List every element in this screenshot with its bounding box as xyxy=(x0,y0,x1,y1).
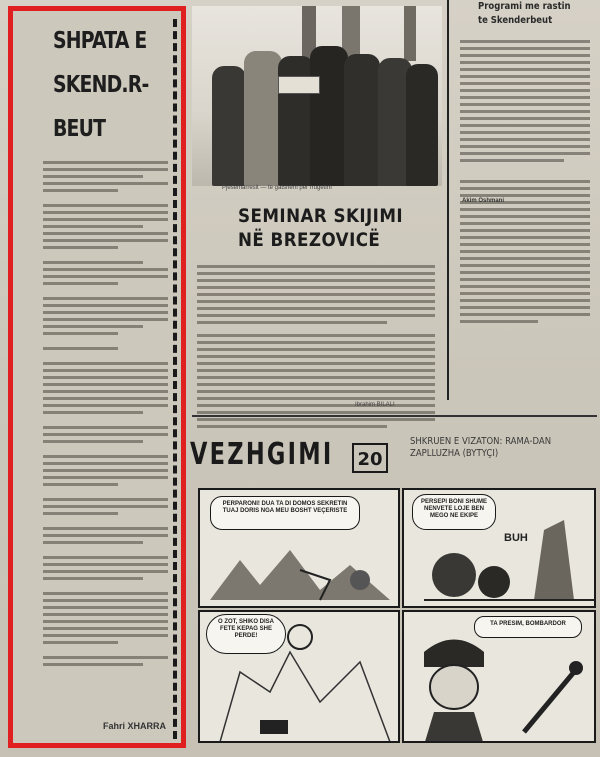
right-article-body xyxy=(460,40,590,327)
comic-credit: SHKRUEN E VIZATON: RAMA-DAN ZAPLLUZHA (BYTYÇI) xyxy=(410,436,552,459)
title-line: te Skenderbeut xyxy=(478,15,553,26)
title-line: SKEND.R- xyxy=(53,72,149,98)
seminar-byline: Ibrahim BILALI xyxy=(355,402,395,408)
left-article-author: Fahri XHARRA xyxy=(103,721,167,731)
seminar-headline xyxy=(238,204,403,252)
comic-episode-number: 20 xyxy=(352,443,388,473)
comic-panel xyxy=(198,488,400,608)
section-divider xyxy=(192,415,597,417)
comic-drawing xyxy=(404,490,596,608)
speech-bubble: TA PRESIM, BOMBARDOR xyxy=(474,616,582,638)
comic-drawing xyxy=(200,490,400,608)
dashed-column-rule xyxy=(173,19,177,739)
title-line: SHPATA E xyxy=(53,28,147,54)
left-article-body xyxy=(43,161,168,670)
seminar-body xyxy=(197,265,435,432)
headline-line: NË BREZOVICË xyxy=(238,229,381,251)
speech-bubble: PERSEPI BONI SHUME NENVETE LOJE BEN MEGO NE EKIPE xyxy=(412,494,496,530)
left-article-title xyxy=(53,19,151,151)
sound-effect: BUH xyxy=(504,532,528,544)
right-article-subhead: Akim Oshmani xyxy=(462,198,505,204)
comic-panel xyxy=(198,610,400,743)
comic-drawing xyxy=(200,612,400,743)
speech-bubble: O ZOT, SHIKO DISA FETE KEPAG SHE PERDE! xyxy=(206,614,286,654)
comic-strip xyxy=(198,488,596,743)
comic-panel xyxy=(402,610,596,743)
headline-line: SEMINAR SKIJIMI xyxy=(238,205,404,227)
comic-title: VEZHGIMI xyxy=(190,437,334,472)
right-article-title xyxy=(478,0,571,28)
comic-panel xyxy=(402,488,596,608)
group-photo xyxy=(192,6,442,186)
title-line: BEUT xyxy=(53,116,106,142)
comic-drawing xyxy=(404,612,596,743)
column-rule xyxy=(447,0,449,400)
title-line: Programi me rastin xyxy=(478,1,571,12)
left-article-frame xyxy=(8,6,186,748)
speech-bubble: PERPARONI! DUA TA DI DOMOS SEKRETIN TUAJ DORIS NGA MEU BOSHT VEÇERISTE xyxy=(210,496,360,530)
photo-caption: Pjesemarresit — te gatshem per rrugetim xyxy=(222,185,332,191)
